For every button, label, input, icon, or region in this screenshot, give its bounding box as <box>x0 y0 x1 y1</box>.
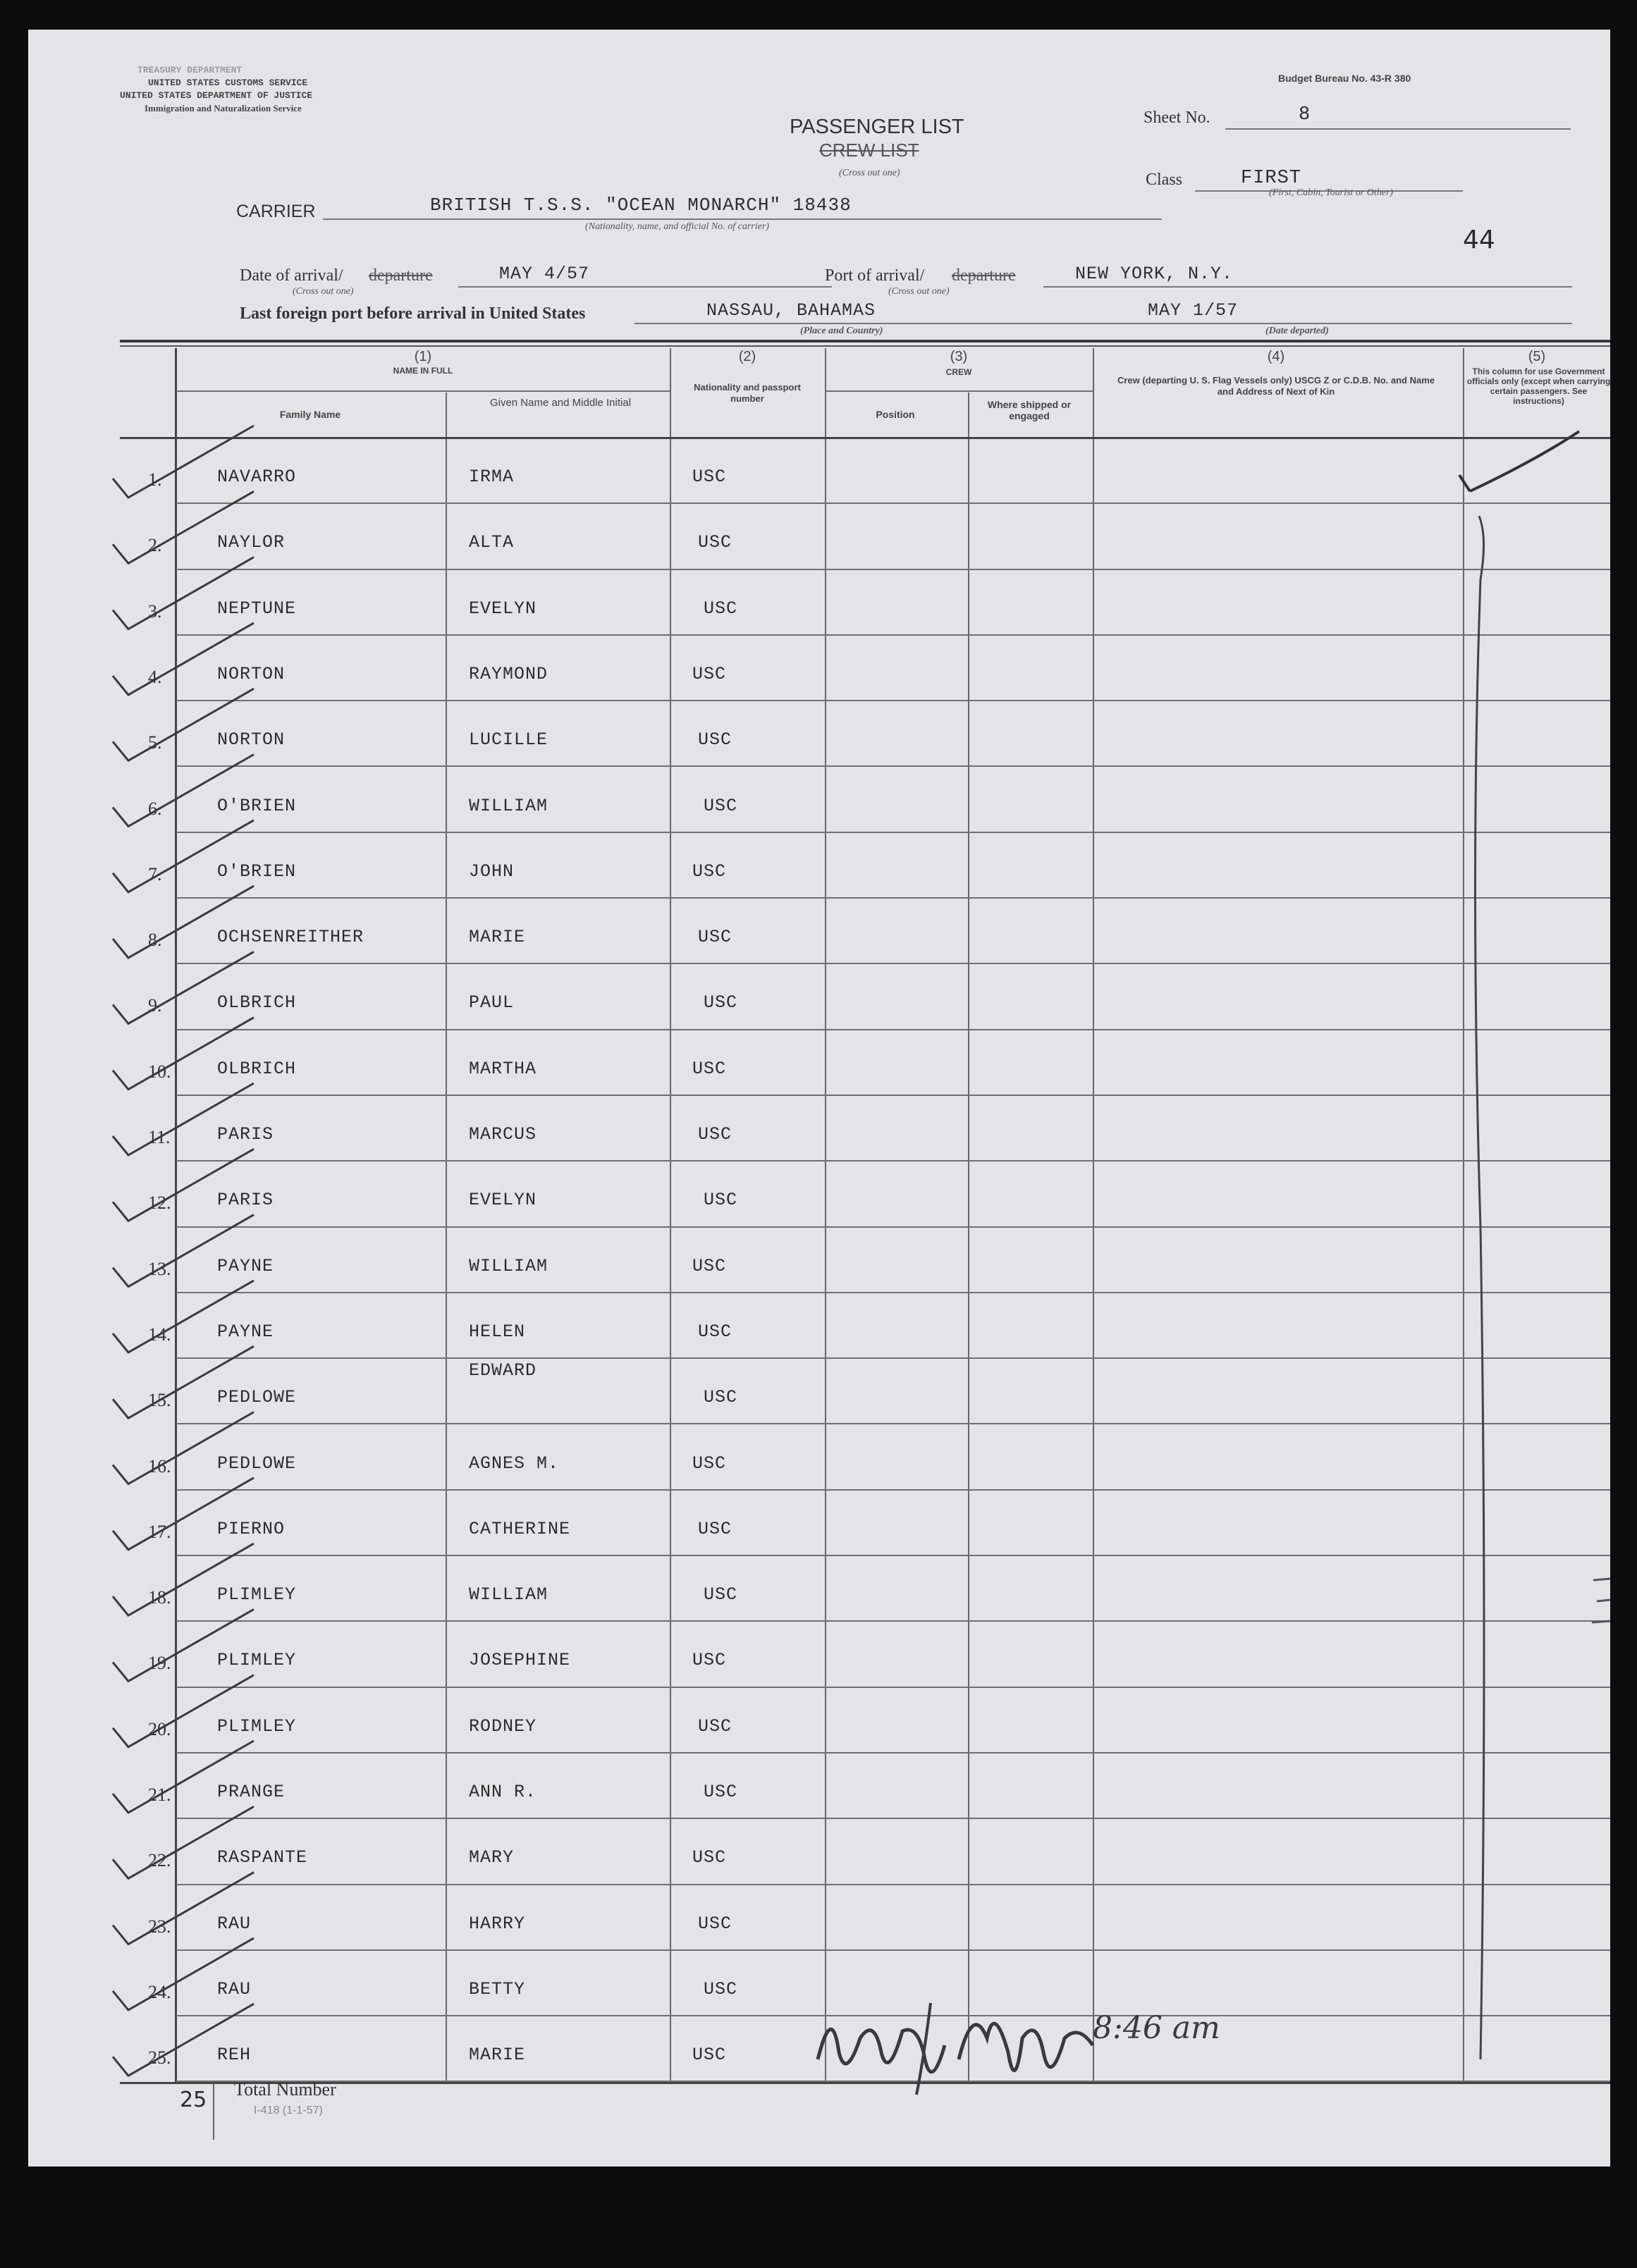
given-name: AGNES M. <box>469 1453 560 1474</box>
row-number: 11. <box>148 1127 171 1147</box>
arrival-struck: departure <box>369 266 433 285</box>
col2-number: (2) <box>738 349 756 364</box>
family-name: PARIS <box>217 1190 274 1211</box>
given-name: ANN R. <box>469 1782 537 1802</box>
given-name: MARY <box>469 1847 515 1868</box>
given-name: JOHN <box>469 861 515 882</box>
row-number: 14. <box>148 1324 171 1345</box>
nationality: USC <box>698 1518 732 1539</box>
agency-line: Immigration and Naturalization Service <box>145 103 302 113</box>
port-note: (Cross out one) <box>888 286 950 297</box>
family-name: O'BRIEN <box>217 795 297 816</box>
family-name: RASPANTE <box>217 1847 308 1868</box>
given-name: BETTY <box>469 1978 526 1999</box>
pencil-tick-marks <box>28 30 1610 2167</box>
check-mark <box>113 1675 254 1747</box>
check-mark <box>113 623 254 695</box>
manifest-sheet <box>28 30 1610 2167</box>
departure-date: MAY 1/57 <box>1148 300 1239 321</box>
family-name: REH <box>217 2045 252 2066</box>
given-name-header: Given Name and Middle Initial <box>489 397 632 409</box>
row-number: 10. <box>148 1061 171 1082</box>
check-mark <box>113 1806 254 1878</box>
nationality: USC <box>704 795 738 816</box>
row-number: 9. <box>148 995 162 1016</box>
crew-next-of-kin-header: Crew (departing U. S. Flag Vessels only) USCG Z or C.D.B. No. and Name and Address of Next of Kin <box>1117 375 1435 397</box>
check-mark <box>113 886 254 958</box>
family-name: RAU <box>217 1913 252 1934</box>
nationality: USC <box>692 1847 727 1868</box>
nationality: USC <box>698 1913 732 1934</box>
title-note: (Cross out one) <box>839 168 900 178</box>
given-name: JOSEPHINE <box>469 1650 571 1671</box>
check-mark <box>113 1543 254 1615</box>
row-number: 16. <box>148 1455 171 1477</box>
family-name: PLIMLEY <box>217 1650 297 1671</box>
row-number: 24. <box>148 1981 171 2002</box>
given-name: RODNEY <box>469 1715 537 1737</box>
check-mark <box>113 1873 254 1945</box>
foreign-port-value: NASSAU, BAHAMAS <box>706 300 876 321</box>
check-mark <box>113 689 254 760</box>
row-number: 5. <box>148 732 162 753</box>
row-number: 15. <box>148 1390 171 1411</box>
port-struck: departure <box>952 266 1016 285</box>
given-name: HELEN <box>469 1321 526 1342</box>
row-number: 19. <box>148 1653 171 1674</box>
family-name: PRANGE <box>217 1782 286 1802</box>
family-name: PLIMLEY <box>217 1715 297 1737</box>
row-number: 12. <box>148 1192 171 1214</box>
col1-title: NAME IN FULL <box>393 366 453 376</box>
check-mark <box>113 1083 254 1155</box>
given-name: MARTHA <box>469 1058 537 1079</box>
given-name: CATHERINE <box>469 1518 571 1539</box>
sheet-label: Sheet No. <box>1144 109 1210 127</box>
row-number: 18. <box>148 1587 171 1608</box>
agency-line: UNITED STATES DEPARTMENT OF JUSTICE <box>120 90 313 101</box>
row-number: 20. <box>148 1718 171 1739</box>
col1-number: (1) <box>414 349 432 364</box>
nationality: USC <box>692 1255 727 1276</box>
family-name: OLBRICH <box>217 1058 297 1079</box>
given-name: LUCILLE <box>469 729 548 751</box>
signature-time: 8:46 am <box>1093 2010 1220 2046</box>
row-number: 6. <box>148 798 162 819</box>
nationality: USC <box>698 1715 732 1737</box>
family-name: OLBRICH <box>217 992 297 1013</box>
check-mark <box>113 1215 254 1287</box>
check-mark <box>113 1018 254 1090</box>
family-name: NEPTUNE <box>217 598 297 619</box>
family-name-header: Family Name <box>279 409 341 420</box>
row-number: 2. <box>148 535 162 556</box>
crew-header: CREW <box>945 367 972 377</box>
check-mark <box>113 1741 254 1813</box>
nationality: USC <box>704 598 738 619</box>
check-mark <box>113 1938 254 2010</box>
arrival-date: MAY 4/57 <box>499 264 590 284</box>
agency-line: UNITED STATES CUSTOMS SERVICE <box>148 78 308 88</box>
row-number: 8. <box>148 930 162 951</box>
nationality: USC <box>692 467 727 487</box>
departure-date-note: (Date departed) <box>1265 326 1329 336</box>
nationality: USC <box>692 1058 727 1079</box>
row-number: 4. <box>148 666 162 687</box>
budget-bureau-number: Budget Bureau No. 43-R 380 <box>1278 73 1411 84</box>
class-note: (First, Cabin, Tourist or Other) <box>1269 187 1394 198</box>
carrier-value: BRITISH T.S.S. "OCEAN MONARCH" 18438 <box>430 195 852 216</box>
nationality: USC <box>698 927 732 948</box>
given-name: MARIE <box>469 927 526 948</box>
struck-title: CREW LIST <box>819 140 919 161</box>
family-name: NORTON <box>217 729 286 751</box>
row-number: 13. <box>148 1258 171 1279</box>
government-use-header: This column for use Government officials only (except when carrying certain passengers. See instructions) <box>1466 366 1610 406</box>
family-name: PLIMLEY <box>217 1584 297 1606</box>
nationality: USC <box>698 1124 732 1145</box>
check-mark <box>113 426 254 498</box>
nationality: USC <box>692 861 727 882</box>
nationality: USC <box>692 1453 727 1474</box>
family-name: PEDLOWE <box>217 1453 297 1474</box>
row-number: 3. <box>148 600 162 622</box>
family-name: NAVARRO <box>217 467 297 487</box>
carrier-note: (Nationality, name, and official No. of carrier) <box>585 221 769 232</box>
class-value: FIRST <box>1241 168 1302 189</box>
given-name: MARIE <box>469 2045 526 2066</box>
given-name: EDWARD <box>469 1360 537 1381</box>
check-mark <box>113 951 254 1023</box>
family-name: PAYNE <box>217 1321 274 1342</box>
check-mark <box>113 557 254 629</box>
total-number-label: Total Number <box>234 2079 336 2100</box>
col4-number: (4) <box>1267 349 1285 364</box>
check-mark <box>113 491 254 563</box>
nationality: USC <box>704 992 738 1013</box>
nationality: USC <box>698 729 732 751</box>
row-number: 23. <box>148 1916 171 1937</box>
family-name: PIERNO <box>217 1518 286 1539</box>
family-name: O'BRIEN <box>217 861 297 882</box>
family-name: NORTON <box>217 663 286 684</box>
row-number: 21. <box>148 1785 171 1805</box>
check-mark <box>113 1609 254 1681</box>
col5-number: (5) <box>1528 349 1546 364</box>
family-name: PARIS <box>217 1124 274 1145</box>
given-name: IRMA <box>469 467 515 487</box>
arrival-note: (Cross out one) <box>293 286 354 297</box>
class-label: Class <box>1146 171 1183 189</box>
check-mark <box>113 1412 254 1484</box>
given-name: ALTA <box>469 532 515 553</box>
where-shipped-header: Where shipped or engaged <box>987 399 1072 421</box>
given-name: PAUL <box>469 992 515 1013</box>
nationality: USC <box>698 1321 732 1342</box>
given-name: RAYMOND <box>469 663 548 684</box>
nationality: USC <box>704 1584 738 1606</box>
row-number: 22. <box>148 1850 171 1871</box>
check-mark <box>113 1149 254 1221</box>
foreign-port-label: Last foreign port before arrival in United States <box>240 304 586 323</box>
check-mark <box>113 820 254 892</box>
position-header: Position <box>876 409 915 420</box>
check-mark <box>113 1478 254 1550</box>
row-number: 25. <box>148 2047 171 2069</box>
given-name: WILLIAM <box>469 795 548 816</box>
port-label: Port of arrival/ <box>825 266 925 285</box>
nationality-header: Nationality and passport number <box>694 382 801 404</box>
check-mark <box>113 1281 254 1352</box>
row-number: 7. <box>148 863 162 885</box>
col3-number: (3) <box>950 349 968 364</box>
check-mark <box>113 2004 254 2076</box>
foreign-port-note: (Place and Country) <box>800 326 883 336</box>
check-mark <box>113 1346 254 1418</box>
agency-line: TREASURY DEPARTMENT <box>137 65 243 75</box>
arrival-label: Date of arrival/ <box>240 266 343 285</box>
nationality: USC <box>704 1978 738 1999</box>
given-name: HARRY <box>469 1913 526 1934</box>
row-number: 1. <box>148 469 162 490</box>
port-of-arrival: NEW YORK, N.Y. <box>1075 264 1234 284</box>
family-name: NAYLOR <box>217 532 286 553</box>
nationality: USC <box>704 1387 738 1408</box>
total-count: 25 <box>180 2088 207 2112</box>
given-name: WILLIAM <box>469 1255 548 1276</box>
page-title: PASSENGER LIST <box>790 116 964 138</box>
family-name: PAYNE <box>217 1255 274 1276</box>
family-name: OCHSENREITHER <box>217 927 364 948</box>
sheet-number: 8 <box>1299 104 1311 125</box>
nationality: USC <box>692 1650 727 1671</box>
carrier-label: CARRIER <box>236 202 316 221</box>
page-number: 44 <box>1463 226 1495 254</box>
family-name: RAU <box>217 1978 252 1999</box>
nationality: USC <box>704 1190 738 1211</box>
given-name: MARCUS <box>469 1124 537 1145</box>
nationality: USC <box>692 663 727 684</box>
row-number: 17. <box>148 1521 171 1542</box>
check-mark <box>113 755 254 827</box>
given-name: EVELYN <box>469 1190 537 1211</box>
nationality: USC <box>704 1782 738 1802</box>
given-name: EVELYN <box>469 598 537 619</box>
form-number: I-418 (1-1-57) <box>254 2104 323 2116</box>
nationality: USC <box>698 532 732 553</box>
nationality: USC <box>692 2045 727 2066</box>
family-name: PEDLOWE <box>217 1387 297 1408</box>
given-name: WILLIAM <box>469 1584 548 1606</box>
